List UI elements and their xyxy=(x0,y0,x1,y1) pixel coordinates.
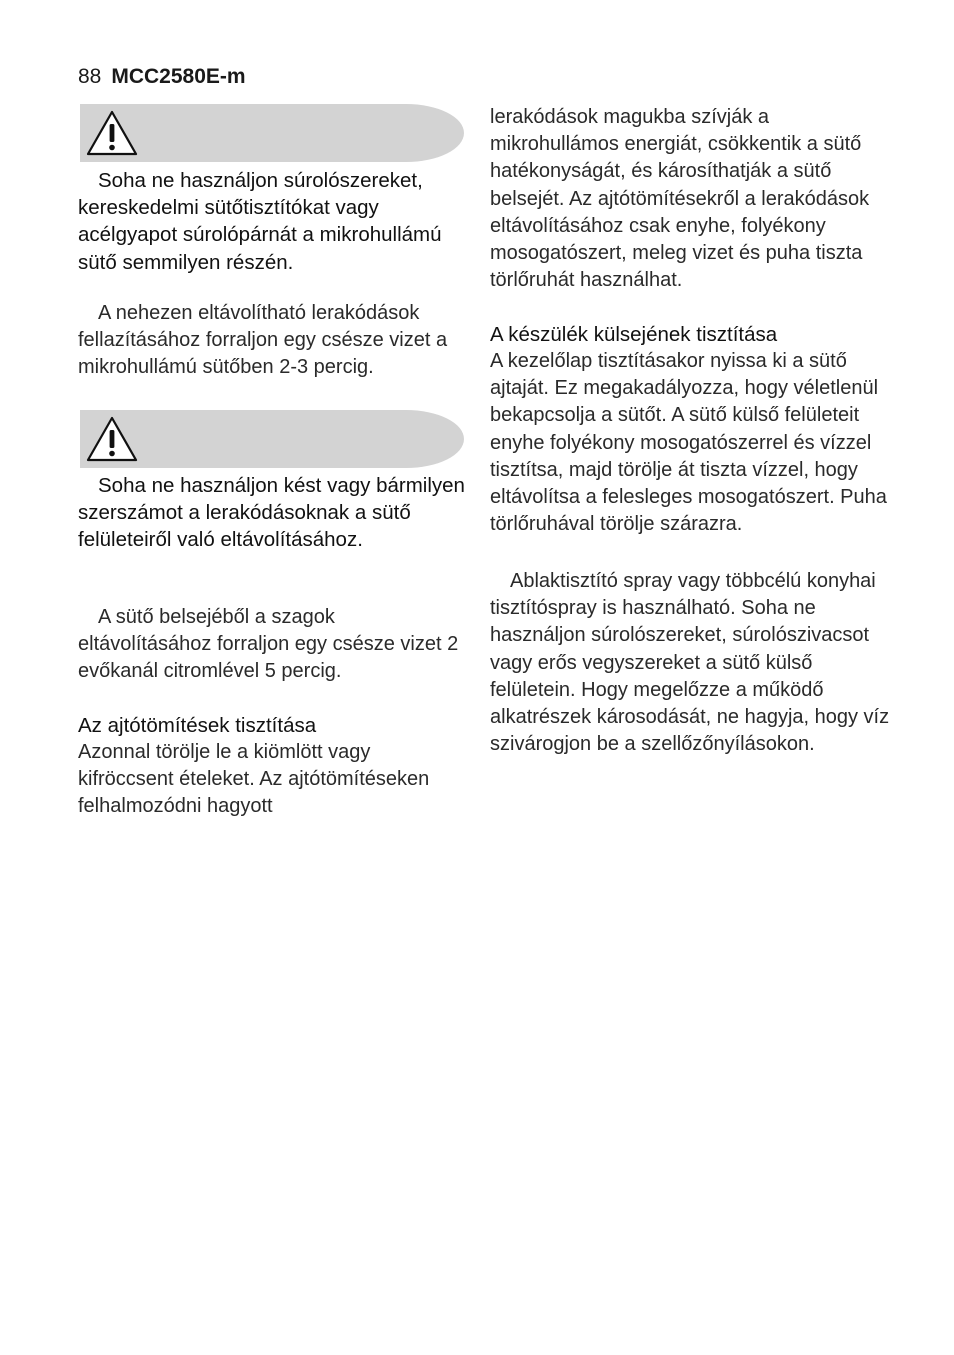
paragraph-boil-water: A nehezen eltávolítható lerakódások fellazításához forraljon egy csésze vizet a mikrohullámú sütőben 2-3 percig. xyxy=(78,302,448,379)
page-number: 88 xyxy=(78,65,102,88)
model-title: MCC2580E-m xyxy=(111,65,246,88)
paragraph-door-seals-continued: lerakódások magukba szívják a mikrohullámos energiát, csökkentik a sütő hatékonyságát, és károsíthatják a sütő belsejét. Az ajtótömítésekről a lerakódások eltávolításához csak enyhe, folyékony mosogatószert, meleg vizet és puha tiszta törlőruhát használhat. xyxy=(490,106,870,292)
paragraph-exterior-cleaning: A kezelőlap tisztításakor nyissa ki a sütő ajtaját. Ez megakadályozza, hogy véletlenül bekapcsolja a sütőt. A sütő külső felületeit enyhe folyékony mosogatószerrel és vízzel tisztítsa, majd törölje át tiszta vízzel, hogy eltávolítsa a felesleges mosogatószert. Puha törlőruhával törölje szárazra. xyxy=(490,350,887,536)
paragraph-cleaning-spray: Ablaktisztító spray vagy többcélú konyhai tisztítóspray is használható. Soha ne használjon súrolószereket, súrolószivacsot vagy erős vegyszereket a sütő külső felületein. Hogy megelőzze a működő alkatrészek károsodását, ne hagyja, hogy víz szivárogjon be a szellőzőnyílásokon. xyxy=(490,570,890,756)
section-heading-exterior-cleaning: A készülék külsejének tisztítása xyxy=(490,323,778,346)
warning-text-1: Soha ne használjon súrolószereket, kereskedelmi sütőtisztítókat vagy acélgyapot súrolópárnát a mikrohullámú sütő semmilyen részén. xyxy=(78,169,442,274)
warning-banner-2 xyxy=(80,410,464,468)
warning-banner-1 xyxy=(80,104,464,162)
paragraph-door-seals: Azonnal törölje le a kiömlött vagy kifröccsent ételeket. Az ajtótömítéseken felhalmozódni hagyott xyxy=(78,741,430,818)
section-heading-door-seals: Az ajtótömítések tisztítása xyxy=(78,714,317,737)
warning-triangle-icon xyxy=(86,110,138,156)
warning-triangle-icon xyxy=(86,416,138,462)
warning-text-2: Soha ne használjon kést vagy bármilyen szerszámot a lerakódásoknak a sütő felületeiről való eltávolításához. xyxy=(78,474,465,552)
paragraph-odor-removal: A sütő belsejéből a szagok eltávolításához forraljon egy csésze vizet 2 evőkanál citromlével 5 percig. xyxy=(78,606,459,683)
page-header xyxy=(78,64,246,90)
